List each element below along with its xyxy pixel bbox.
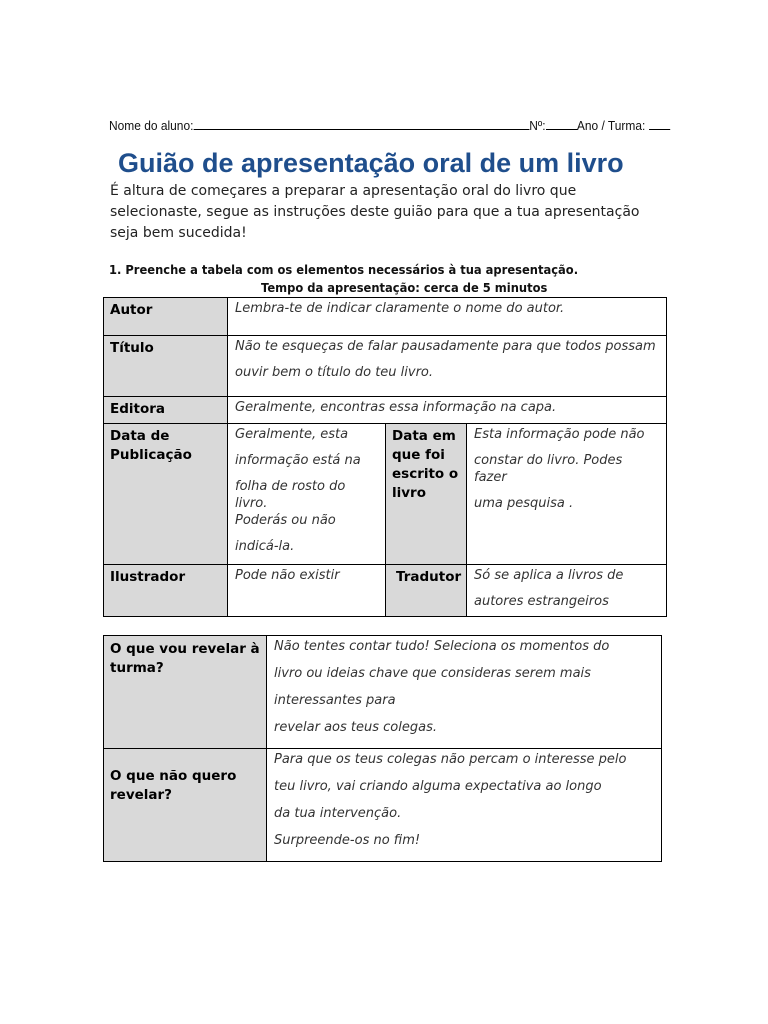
titulo-field[interactable]: Não te esqueças de falar pausadamente para que todos possam ouvir bem o título do teu livro. (228, 336, 667, 397)
data-escrito-field[interactable]: Esta informação pode não constar do livro. Podes fazer uma pesquisa . (467, 424, 667, 565)
revelar-label: O que vou revelar à turma? (104, 636, 267, 749)
name-label: Nome do aluno: (109, 118, 194, 133)
instruction-text: 1. Preenche a tabela com os elementos necessários à tua apresentação. (109, 262, 579, 277)
number-field-line[interactable] (546, 117, 577, 130)
revelar-field[interactable]: Não tentes contar tudo! Seleciona os momentos do livro ou ideias chave que consideras serem mais interessantes para revelar aos teus colegas. (267, 636, 662, 749)
book-info-table (103, 297, 667, 617)
tradutor-field[interactable]: Só se aplica a livros de autores estrangeiros (467, 565, 667, 617)
ilustrador-field[interactable]: Pode não existir (228, 565, 386, 617)
ilustrador-label: Ilustrador (104, 565, 228, 617)
time-note: Tempo da apresentação: cerca de 5 minutos (261, 280, 548, 295)
autor-label: Autor (104, 298, 228, 336)
reveal-table (103, 635, 662, 862)
editora-label: Editora (104, 397, 228, 424)
data-publicacao-label: Data de Publicação (104, 424, 228, 565)
nao-revelar-field[interactable]: Para que os teus colegas não percam o interesse pelo teu livro, vai criando alguma expectativa ao longo da tua intervenção. Surpreende-os no fim! (267, 749, 662, 862)
autor-field[interactable]: Lembra-te de indicar claramente o nome do autor. (228, 298, 667, 336)
data-escrito-label: Data em que foi escrito o livro (386, 424, 467, 565)
intro-text: É altura de começares a preparar a apresentação oral do livro que selecionaste, segue as instruções deste guião para que a tua apresentação seja bem sucedida! (110, 183, 640, 241)
number-label: Nº: (529, 118, 546, 133)
student-info-line (109, 117, 644, 137)
page-title: Guião de apresentação oral de um livro (118, 148, 624, 178)
titulo-label: Título (104, 336, 228, 397)
tradutor-label: Tradutor (386, 565, 467, 617)
nao-revelar-label: O que não quero revelar? (104, 749, 267, 862)
year-class-label: Ano / Turma: (576, 118, 646, 133)
name-field-line[interactable] (193, 117, 529, 130)
year-class-field-line[interactable] (649, 117, 670, 130)
data-publicacao-field[interactable]: Geralmente, esta informação está na folha de rosto do livro. Poderás ou não indicá-la. (228, 424, 386, 565)
editora-field[interactable]: Geralmente, encontras essa informação na capa. (228, 397, 667, 424)
